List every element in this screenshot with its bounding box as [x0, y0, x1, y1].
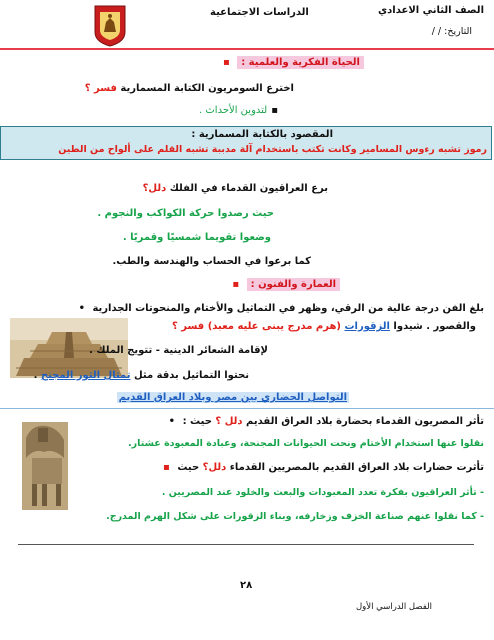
- question-mark: فسر ؟: [171, 321, 205, 332]
- answer-astronomy-1: حيث رصدوا حركة الكواكب والنجوم .: [97, 208, 274, 219]
- grade-title: الصف الثاني الاعدادي: [377, 5, 484, 16]
- arts-statue-line: [34, 370, 249, 381]
- semester-label: الفصل الدراسي الأول: [355, 602, 432, 612]
- heading-text: العمارة والفنون :: [247, 278, 340, 291]
- answer-cuneiform: [199, 105, 278, 116]
- question-astronomy: [143, 183, 328, 194]
- answer-astronomy-2: وضعوا تقويما شمسيًا وقمريًا .: [122, 232, 271, 243]
- question-text: اخترع السومريون الكتابة المسمارية: [120, 83, 294, 94]
- page-number: ٢٨: [240, 580, 253, 591]
- bullet: ▪: [271, 105, 278, 116]
- question-iraq-influenced: [163, 462, 484, 473]
- footer-divider: [18, 544, 474, 545]
- answer-iraq-influenced-2: - كما نقلوا عنهم صناعة الخزف وزخارفه، وبناء الزقورات على شكل الهرم المدرج.: [106, 511, 484, 522]
- header-divider: [0, 48, 494, 50]
- answer-egypt-influenced: نقلوا عنها استخدام الأختام ونحت الحيوانات المجنحة، وعبادة المعبودة عشتار.: [128, 438, 484, 449]
- bullet: •: [168, 416, 176, 427]
- bullet: •: [78, 303, 85, 314]
- question-mark: دلل؟: [142, 183, 167, 194]
- question-text: برع العراقيون القدماء في الفلك: [169, 183, 328, 194]
- section-heading-intellectual: [223, 57, 364, 68]
- question-tail: حيث: [177, 462, 200, 473]
- arts-line-2: [172, 321, 476, 332]
- bullet: ▪: [232, 279, 240, 290]
- answer-astronomy-3: كما برعوا في الحساب والهندسة والطب.: [112, 256, 311, 267]
- winged-bull-image: [18, 418, 72, 514]
- heading-text: الحياة الفكرية والعلمية :: [237, 56, 364, 69]
- definition-text: رموز تشبه رءوس المسامير وكانت تكتب باستخدام آلة مدببة تشبه القلم على ألواح من الطين: [58, 144, 487, 155]
- heading-text: التواصل الحضاري بين مصر وبلاد العراق القديم: [118, 392, 347, 403]
- answer-iraq-influenced-1: - تأثر العراقيون بفكرة تعدد المعبودات والبعث والخلود عند المصريين .: [161, 487, 484, 498]
- question-mark: دلل؟: [202, 462, 227, 473]
- question-mark: دلل ؟: [215, 416, 243, 427]
- date-label: التاريخ: / /: [431, 26, 472, 37]
- subject-title: الدراسات الاجتماعية: [210, 7, 309, 18]
- question-cuneiform: [85, 83, 294, 94]
- definition-box: [0, 126, 492, 160]
- definition-title: المقصود بالكتابة المسمارية :: [191, 129, 333, 140]
- bullet: ▪: [163, 462, 170, 473]
- arts-text: والقصور . شيدوا: [393, 321, 476, 332]
- statue-end: .: [33, 370, 38, 381]
- section-divider: [0, 408, 494, 409]
- question-text: تأثر المصريون القدماء بحضارة بلاد العراق القديم: [246, 416, 484, 427]
- arts-text: بلغ الفن درجة عالية من الرقي، وظهر في التماثيل والأختام والمنحوتات الجدارية: [92, 303, 484, 314]
- winged-bull-term: تمثال الثور المجنح: [40, 370, 131, 381]
- arts-answer: لإقامة الشعائر الدينية - تتويج الملك .: [89, 345, 268, 356]
- statue-text: نحتوا التماثيل بدقة مثل: [133, 370, 249, 381]
- school-logo: [92, 4, 128, 48]
- section-heading-exchange: [117, 392, 349, 403]
- question-text: تأثرت حضارات بلاد العراق القديم بالمصريين القدماء: [229, 462, 484, 473]
- question-tail: حيث :: [182, 416, 212, 427]
- section-heading-arts: [232, 279, 340, 290]
- ziggurat-definition: (هرم مدرج يبنى عليه معبد): [207, 321, 341, 332]
- arts-line-1: [79, 303, 484, 314]
- bullet: ▪: [222, 57, 230, 68]
- answer-text: لتدوين الأحداث .: [199, 105, 268, 116]
- ziggurat-term: الزقورات: [344, 321, 390, 332]
- question-mark: فسر ؟: [84, 83, 117, 94]
- question-egypt-influenced: [169, 416, 484, 427]
